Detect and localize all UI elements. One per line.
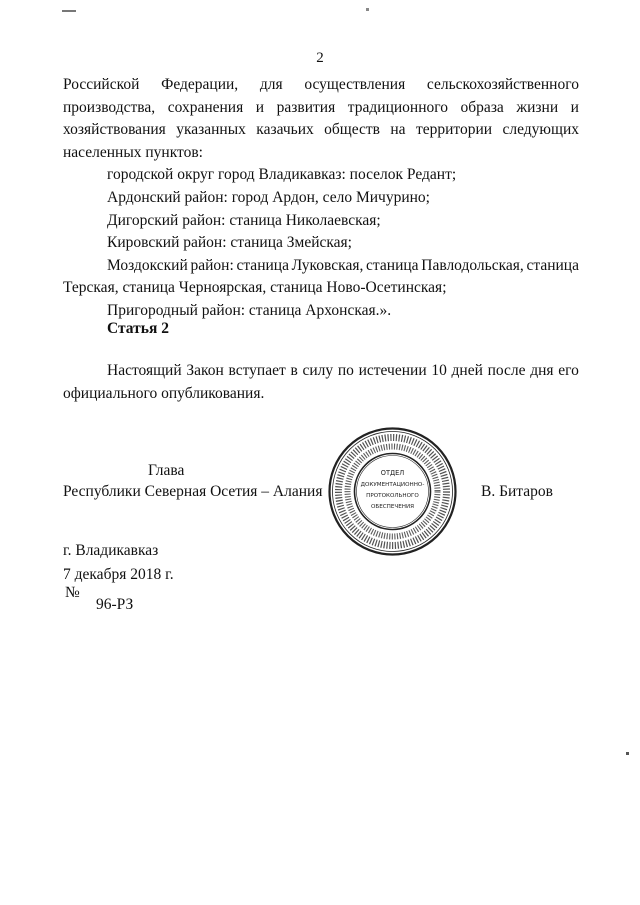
page-number: 2 xyxy=(316,50,324,66)
word: традиционного xyxy=(347,98,448,116)
word: в xyxy=(290,362,298,379)
paragraph-continuation xyxy=(63,74,579,323)
word: дня xyxy=(530,362,554,379)
place-item: Кировский район: станица Змейская; xyxy=(107,234,352,252)
word: образа xyxy=(460,98,504,116)
word: силу xyxy=(302,362,334,379)
word: следующих xyxy=(502,121,579,139)
word: Закон xyxy=(186,362,224,379)
seal-graphic xyxy=(326,425,459,558)
word: Настоящий xyxy=(107,362,182,379)
seal-center-line: ОТДЕЛ xyxy=(380,469,405,477)
word: хозяйствования xyxy=(63,121,166,139)
word: развития xyxy=(276,98,336,116)
word: станица xyxy=(236,256,289,274)
word: Павлодольская, xyxy=(421,256,524,274)
place-of-signing: г. Владикавказ xyxy=(63,542,159,559)
seal-center-line: ОБЕСПЕЧЕНИЯ xyxy=(370,504,415,510)
word: казачьих xyxy=(256,121,314,139)
word: его xyxy=(558,362,579,379)
word: Луковская, xyxy=(291,256,364,274)
place-item: Дигорский район: станица Николаевская; xyxy=(107,211,381,229)
word: вступает xyxy=(228,362,286,379)
word: для xyxy=(259,76,283,93)
place-item: Пригородный район: станица Архонская.». xyxy=(107,301,392,319)
scan-mark xyxy=(62,10,76,12)
word: производства, xyxy=(63,98,156,116)
word: жизни xyxy=(516,98,559,116)
text-line: населенных пунктов: xyxy=(63,143,203,161)
word: Федерации, xyxy=(161,76,239,93)
place-item: городской округ город Владикавказ: поселок Редант; xyxy=(107,166,457,184)
place-item-continuation: Терская, станица Черноярская, станица Ново-Осетинская; xyxy=(63,279,447,297)
word: и xyxy=(255,98,265,116)
word: истечении xyxy=(358,362,427,379)
word: район: xyxy=(190,256,234,274)
article-text xyxy=(63,360,579,405)
law-number: 96-РЗ xyxy=(96,596,134,613)
word: 10 xyxy=(431,362,447,379)
signatory-title: Глава xyxy=(148,462,185,479)
word: станица xyxy=(366,256,419,274)
word: указанных xyxy=(176,121,246,139)
seal-center-line: ПРОТОКОЛЬНОГО xyxy=(366,493,419,499)
word: осуществления xyxy=(304,76,406,93)
signatory-organization: Республики Северная Осетия – Алания xyxy=(63,483,323,500)
signatory-name: В. Битаров xyxy=(481,483,553,500)
place-item xyxy=(63,255,579,278)
seal-center-line: ДОКУМЕНТАЦИОННО- xyxy=(360,482,425,488)
word: Российской xyxy=(63,76,140,93)
scan-mark xyxy=(626,752,629,755)
word: станица xyxy=(526,256,579,274)
date-of-signing: 7 декабря 2018 г. xyxy=(63,566,174,583)
article-heading: Статья 2 xyxy=(107,320,169,337)
number-symbol: № xyxy=(65,584,80,601)
text-line: официального опубликования. xyxy=(63,384,265,402)
word: обществ xyxy=(324,121,380,139)
word: по xyxy=(337,362,354,379)
place-item: Ардонский район: город Ардон, село Мичурино; xyxy=(107,188,430,206)
word: после xyxy=(487,362,526,379)
word: сельскохозяйственного xyxy=(426,76,579,93)
word: и xyxy=(570,98,579,116)
scan-mark xyxy=(366,8,369,11)
official-seal-stamp xyxy=(326,425,459,558)
word: дней xyxy=(451,362,483,379)
word: Моздокский xyxy=(107,256,188,274)
text-line xyxy=(63,360,579,383)
text-line xyxy=(63,119,579,142)
text-line xyxy=(63,97,579,120)
word: сохранения xyxy=(167,98,244,116)
word: на xyxy=(390,121,406,139)
text-line xyxy=(63,74,579,97)
word: территории xyxy=(415,121,493,139)
